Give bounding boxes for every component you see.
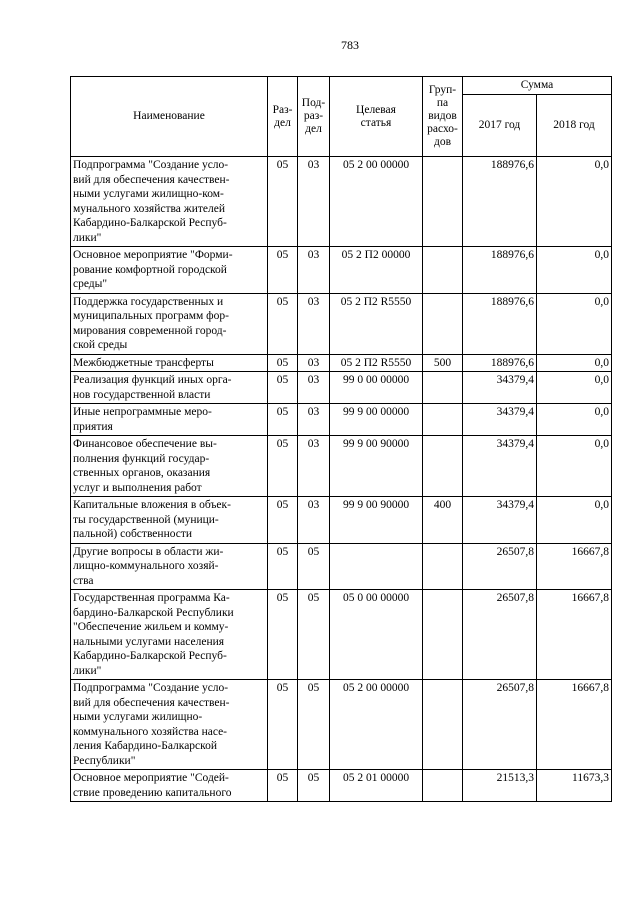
row-group — [423, 404, 463, 436]
row-sum-2017: 34379,4 — [463, 497, 537, 544]
table-row — [71, 543, 612, 590]
row-razdel: 05 — [268, 247, 298, 294]
row-target: 05 2 00 00000 — [330, 157, 423, 247]
row-podrazdel: 03 — [298, 404, 330, 436]
row-sum-2018: 0,0 — [537, 293, 612, 354]
row-group — [423, 590, 463, 680]
row-target: 05 2 01 00000 — [330, 770, 423, 802]
header-target — [330, 77, 423, 157]
row-group — [423, 247, 463, 294]
row-razdel: 05 — [268, 372, 298, 404]
row-podrazdel: 05 — [298, 543, 330, 590]
row-sum-2017: 34379,4 — [463, 372, 537, 404]
row-podrazdel: 05 — [298, 770, 330, 802]
row-sum-2018: 16667,8 — [537, 590, 612, 680]
header-target-label: Целевая статья — [356, 103, 396, 129]
row-group: 400 — [423, 497, 463, 544]
table-row — [71, 590, 612, 680]
row-razdel: 05 — [268, 354, 298, 372]
budget-table — [70, 76, 612, 802]
row-name: Основное мероприятие "Содей- ствие проведению капитального — [71, 770, 268, 802]
row-sum-2018: 0,0 — [537, 404, 612, 436]
row-name: Иные непрограммные меро- приятия — [71, 404, 268, 436]
row-group: 500 — [423, 354, 463, 372]
row-target: 99 9 00 90000 — [330, 436, 423, 497]
table-row — [71, 497, 612, 544]
row-name: Другие вопросы в области жи- лищно-коммунального хозяй- ства — [71, 543, 268, 590]
row-group — [423, 293, 463, 354]
row-target: 99 0 00 00000 — [330, 372, 423, 404]
row-razdel: 05 — [268, 293, 298, 354]
row-sum-2017: 188976,6 — [463, 293, 537, 354]
row-name: Финансовое обеспечение вы- полнения функций государ- ственных органов, оказания услуг и выполнения работ — [71, 436, 268, 497]
row-target: 05 2 П2 R5550 — [330, 293, 423, 354]
table-row — [71, 157, 612, 247]
row-sum-2017: 188976,6 — [463, 247, 537, 294]
row-sum-2017: 21513,3 — [463, 770, 537, 802]
row-razdel: 05 — [268, 157, 298, 247]
row-sum-2018: 16667,8 — [537, 680, 612, 770]
row-name: Подпрограмма "Создание усло- вий для обеспечения качествен- ными услугами жилищно-ком- мунального хозяйства жителей Кабардино-Балкарской Респуб- лики" — [71, 157, 268, 247]
row-group — [423, 372, 463, 404]
row-target: 99 9 00 00000 — [330, 404, 423, 436]
row-razdel: 05 — [268, 497, 298, 544]
row-group — [423, 436, 463, 497]
row-podrazdel: 03 — [298, 157, 330, 247]
row-sum-2018: 0,0 — [537, 372, 612, 404]
row-sum-2018: 11673,3 — [537, 770, 612, 802]
table-header — [71, 77, 612, 157]
row-target: 05 2 00 00000 — [330, 680, 423, 770]
table-row — [71, 436, 612, 497]
row-name: Подпрограмма "Создание усло- вий для обеспечения качествен- ными услугами жилищно- коммунального хозяйства насе- ления Кабардино-Балкарской Республики" — [71, 680, 268, 770]
row-name: Межбюджетные трансферты — [71, 354, 268, 372]
header-2017: 2017 год — [463, 95, 537, 157]
row-group — [423, 543, 463, 590]
row-target — [330, 543, 423, 590]
row-target: 99 9 00 90000 — [330, 497, 423, 544]
table-row — [71, 372, 612, 404]
header-name: Наименование — [71, 77, 268, 157]
row-sum-2018: 0,0 — [537, 354, 612, 372]
header-sum: Сумма — [463, 77, 612, 95]
row-podrazdel: 03 — [298, 372, 330, 404]
row-sum-2018: 0,0 — [537, 247, 612, 294]
row-razdel: 05 — [268, 680, 298, 770]
row-sum-2018: 0,0 — [537, 436, 612, 497]
header-group — [423, 77, 463, 157]
row-razdel: 05 — [268, 436, 298, 497]
row-podrazdel: 03 — [298, 436, 330, 497]
row-target: 05 2 П2 R5550 — [330, 354, 423, 372]
row-sum-2017: 188976,6 — [463, 354, 537, 372]
header-podrazdel-label: Под- раз- дел — [301, 97, 326, 135]
row-name: Реализация функций иных орга- нов государственной власти — [71, 372, 268, 404]
row-podrazdel: 03 — [298, 354, 330, 372]
row-podrazdel: 03 — [298, 247, 330, 294]
row-group — [423, 157, 463, 247]
row-sum-2018: 0,0 — [537, 157, 612, 247]
row-name: Поддержка государственных и муниципальных программ фор- мирования современной город- ской среды — [71, 293, 268, 354]
row-target: 05 0 00 00000 — [330, 590, 423, 680]
header-razdel — [268, 77, 298, 157]
header-2018: 2018 год — [537, 95, 612, 157]
row-sum-2018: 16667,8 — [537, 543, 612, 590]
row-podrazdel: 03 — [298, 497, 330, 544]
row-sum-2017: 34379,4 — [463, 404, 537, 436]
table-body — [71, 157, 612, 802]
row-sum-2017: 188976,6 — [463, 157, 537, 247]
row-sum-2018: 0,0 — [537, 497, 612, 544]
row-razdel: 05 — [268, 543, 298, 590]
row-name: Основное мероприятие "Форми- рование комфортной городской среды" — [71, 247, 268, 294]
header-razdel-label: Раз- дел — [272, 103, 293, 129]
row-podrazdel: 05 — [298, 680, 330, 770]
table-row — [71, 404, 612, 436]
row-razdel: 05 — [268, 590, 298, 680]
row-group — [423, 770, 463, 802]
row-name: Государственная программа Ка- бардино-Балкарской Республики "Обеспечение жильем и комму- нальными услугами населения Кабардино-Балкарской Респуб- лики" — [71, 590, 268, 680]
row-sum-2017: 26507,8 — [463, 680, 537, 770]
row-group — [423, 680, 463, 770]
row-sum-2017: 26507,8 — [463, 543, 537, 590]
header-podrazdel — [298, 77, 330, 157]
table-row — [71, 247, 612, 294]
row-sum-2017: 26507,8 — [463, 590, 537, 680]
table-row — [71, 293, 612, 354]
row-razdel: 05 — [268, 770, 298, 802]
row-target: 05 2 П2 00000 — [330, 247, 423, 294]
row-razdel: 05 — [268, 404, 298, 436]
table-row — [71, 354, 612, 372]
page-number: 783 — [341, 38, 359, 52]
table-row — [71, 770, 612, 802]
row-podrazdel: 03 — [298, 293, 330, 354]
row-name: Капитальные вложения в объек- ты государственной (муници- пальной) собственности — [71, 497, 268, 544]
header-group-label: Груп- па видов расхо- дов — [427, 84, 458, 148]
row-sum-2017: 34379,4 — [463, 436, 537, 497]
row-podrazdel: 05 — [298, 590, 330, 680]
table-row — [71, 680, 612, 770]
